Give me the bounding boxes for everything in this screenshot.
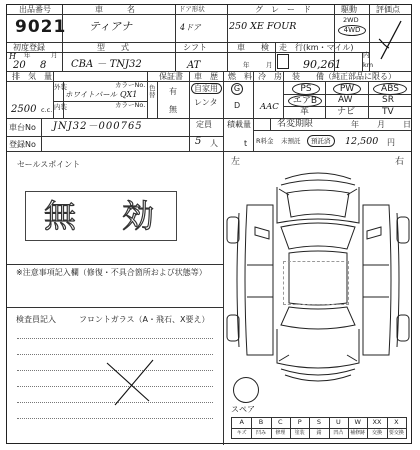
legend-code: C (278, 418, 283, 426)
vin-value: JNJ32－000765 (53, 121, 143, 132)
interior-color-no-label: カラーNo. (115, 101, 146, 109)
faded-stamp (283, 261, 349, 305)
equip-navi: ナビ (337, 107, 356, 117)
name-change-month: 月 (377, 120, 385, 129)
model-code-label: 型 式 (97, 43, 129, 52)
history-label: 車 歴 (194, 72, 218, 81)
legend-meaning: 交換 (371, 430, 382, 436)
fuel-gasoline-circled: G (231, 83, 243, 95)
exterior-color: ホワイトパール (65, 90, 117, 99)
name-change-day: 日 (403, 120, 411, 129)
inspector-label: 検査員記入 (16, 315, 56, 324)
inspection-sheet (6, 4, 412, 444)
mileage-unit-label: 内 (363, 51, 370, 59)
warranty-label: 保証書 (159, 72, 183, 81)
year-label: 年 (24, 51, 31, 59)
equip-abs-circled: ABS (373, 83, 407, 95)
car-name-label: 車 名 (95, 5, 135, 14)
first-registration-label: 初度登録 (13, 43, 45, 52)
vin-label: 車台No (9, 123, 36, 132)
legend-code: U (335, 418, 341, 426)
era-mark: H (9, 52, 16, 61)
equip-aw: AW (338, 95, 353, 105)
cross-out-mark (101, 357, 161, 409)
legend-meaning: 凹み (255, 430, 266, 436)
inspection-month-label: 月 (266, 61, 273, 69)
fuel-label: 燃 料 (228, 72, 252, 81)
lot-number-label: 出品番号 (19, 5, 51, 14)
recycle-amount: 12,500 (345, 136, 379, 147)
equip-pw-circled: PW (333, 83, 361, 95)
inspection-year-label: 年 (243, 61, 250, 69)
door-type-label: ドア形状 (179, 5, 205, 13)
equip-airbag-circled: エアB (288, 95, 322, 107)
mileage-unit-km: km (363, 61, 374, 69)
legend-meaning: キズ (236, 430, 247, 436)
load-capacity-unit: t (244, 139, 248, 148)
legend-code: P (297, 418, 302, 426)
legend-code: W (354, 418, 361, 426)
history-rental: レンタ (194, 98, 218, 107)
legend-code: B (258, 418, 264, 426)
legend-code: XX (372, 418, 382, 426)
left-side-label: 左 (231, 157, 241, 167)
drive-label: 駆動 (341, 5, 357, 14)
name-change-year: 年 (351, 120, 359, 129)
windshield-label: フロントガラス（A・飛石、X要え） (79, 315, 210, 324)
damage-legend (231, 417, 407, 439)
cooling-label: 冷 房 (258, 72, 282, 81)
equip-sr: SR (382, 95, 394, 105)
color-change-label: 色替 (149, 84, 156, 99)
grade-value: 250 XE FOUR (229, 21, 297, 32)
registration-no-label: 登録No (9, 140, 36, 149)
exterior-color-code: QX1 (120, 90, 138, 99)
score-slash (373, 15, 407, 65)
capacity-label: 定員 (196, 120, 212, 129)
car-diagram (225, 165, 411, 395)
shift-value: AT (187, 60, 201, 71)
equip-tv: TV (382, 107, 394, 117)
recycle-unpaid: 未預託 (281, 137, 301, 145)
legend-code: S (316, 418, 322, 426)
notes-label: ※注意事項記入欄（修復・不具合箇所および状態等） (16, 268, 207, 277)
equipment-label: 装 備（純正部品に限る） (292, 72, 396, 81)
cc-unit: c.c. (41, 106, 53, 114)
spare-tire-icon (233, 377, 259, 403)
legend-meaning: 錆 (316, 430, 322, 436)
mileage-value: 90,261 (303, 58, 342, 71)
legend-meaning: 凹凸 (333, 430, 344, 436)
score-label: 評価点 (376, 5, 400, 14)
model-code: CBA － TNJ32 (71, 59, 142, 70)
void-stamp (25, 191, 177, 241)
month-label: 月 (51, 51, 58, 59)
grade-label: グ レ ー ド (255, 5, 311, 14)
air-conditioning: AAC (260, 102, 279, 112)
mileage-label: 走 行(km・マイル) (279, 43, 354, 52)
legend-meaning: 修理 (275, 430, 286, 436)
equip-ps-circled: PS (292, 83, 320, 95)
first-reg-month: 8 (40, 60, 47, 71)
displacement-label: 排 気 量 (12, 72, 52, 81)
legend-meaning: 塗装 (294, 430, 305, 436)
fuel-diesel: D (234, 101, 241, 110)
void-stamp-char-2: 効 (122, 197, 155, 235)
warranty-yes: 有 (169, 87, 177, 96)
equip-leather: 革 (300, 107, 310, 117)
recycle-paid: 預託済 (311, 137, 331, 145)
legend-code: X (394, 418, 399, 426)
color-no-label: カラーNo. (115, 81, 146, 89)
shift-label: シフト (183, 43, 207, 52)
history-private: 自家用 (194, 84, 218, 93)
legend-meaning: 要交換 (388, 430, 404, 436)
door-type: 4ドア (180, 23, 201, 32)
name-change-label: 名変期限 (277, 119, 314, 129)
interior-label: 内装 (54, 103, 67, 111)
recycle-fee-label: R料金 (256, 137, 274, 145)
drive-4wd-circled: 4WD (338, 25, 366, 36)
mileage-box (277, 54, 289, 69)
right-side-label: 右 (395, 157, 405, 167)
displacement-value: 2500 (11, 104, 37, 115)
exterior-label: 外装 (54, 83, 67, 91)
warranty-no: 無 (169, 105, 177, 114)
spare-label: スペア (231, 405, 255, 414)
capacity-value: 5 (195, 136, 202, 147)
first-reg-year: 20 (13, 60, 26, 71)
drive-2wd: 2WD (343, 16, 359, 24)
capacity-unit: 人 (210, 139, 218, 148)
void-stamp-char-1: 無 (44, 197, 77, 235)
legend-code: A (239, 418, 244, 426)
load-capacity-label: 積載量 (227, 120, 251, 129)
lot-number: 9021 (15, 17, 67, 37)
sales-points-label: セールスポイント (17, 160, 81, 169)
inspection-label: 車 検 (237, 43, 269, 52)
legend-meaning: 補修跡 (350, 430, 366, 436)
yen-unit: 円 (387, 138, 395, 147)
car-name: ティアナ (89, 20, 133, 33)
